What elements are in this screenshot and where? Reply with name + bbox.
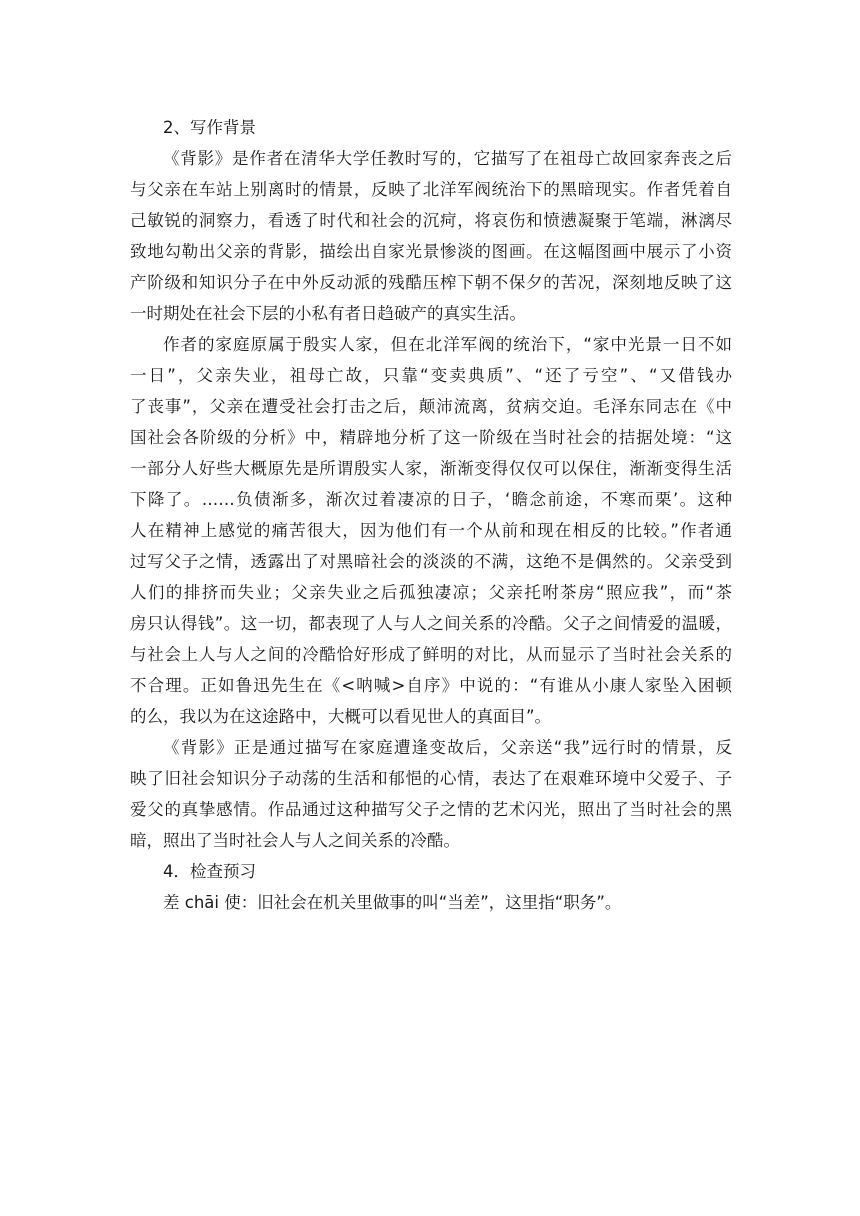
paragraph-line: 不合理。正如鲁迅先生在《<呐喊>自序》中说的：“有谁从小康人家坠入困顿	[130, 676, 732, 695]
paragraph-line: 映了旧社会知识分子动荡的生活和郁悒的心情，表达了在艰难环境中父爱子、子	[130, 769, 732, 788]
document-body	[130, 112, 732, 918]
paragraph-line: 《背影》正是通过描写在家庭遭逢变故后，父亲送“我”远行时的情景，反	[163, 738, 732, 757]
paragraph-line: 房只认得钱”。这一切，都表现了人与人之间关系的冷酷。父子之间情爱的温暖，	[130, 614, 732, 633]
paragraph-line: 致地勾勒出父亲的背影，描绘出自家光景惨淡的图画。在这幅图画中展示了小资	[130, 242, 732, 261]
paragraph-line: 作者的家庭原属于殷实人家，但在北洋军阀的统治下，“家中光景一日不如	[163, 335, 732, 354]
paragraph-background-3	[130, 732, 732, 856]
paragraph-line: 人们的排挤而失业；父亲失业之后孤独凄凉；父亲托咐茶房“照应我”，而“茶	[130, 583, 732, 602]
vocabulary-entry: 差 chāi 使：旧社会在机关里做事的叫“当差”，这里指“职务”。	[163, 893, 622, 912]
paragraph-line: 的么，我以为在这途路中，大概可以看见世人的真面目”。	[130, 707, 552, 726]
section-heading-preview-check: 4．检查预习	[163, 862, 256, 881]
paragraph-line: 暗，照出了当时社会人与人之间关系的冷酷。	[130, 831, 460, 850]
paragraph-line: 国社会各阶级的分析》中，精辟地分析了这一阶级在当时社会的拮据处境：“这	[130, 428, 732, 447]
paragraph-line: 人在精神上感觉的痛苦很大，因为他们有一个从前和现在相反的比较。”作者通	[130, 521, 732, 540]
paragraph-line: 下降了。……负债渐多，渐次过着凄凉的日子，‘瞻念前途，不寒而栗’。这种	[130, 490, 732, 509]
section-heading-writing-background: 2、写作背景	[163, 118, 256, 137]
paragraph-line: 一日”，父亲失业，祖母亡故，只靠“变卖典质”、“还了亏空”、“又借钱办	[130, 366, 732, 385]
paragraph-line: 了丧事”，父亲在遭受社会打击之后，颠沛流离，贫病交迫。毛泽东同志在《中	[130, 397, 732, 416]
paragraph-line: 与父亲在车站上别离时的情景，反映了北洋军阀统治下的黑暗现实。作者凭着自	[130, 180, 732, 199]
paragraph-line: 一部分人好些大概原先是所谓殷实人家，渐渐变得仅仅可以保住，渐渐变得生活	[130, 459, 732, 478]
paragraph-line: 《背影》是作者在清华大学任教时写的，它描写了在祖母亡故回家奔丧之后	[163, 149, 732, 168]
paragraph-background-2	[130, 329, 732, 732]
paragraph-line: 与社会上人与人之间的冷酷恰好形成了鲜明的对比，从而显示了当时社会关系的	[130, 645, 732, 664]
paragraph-line: 过写父子之情，透露出了对黑暗社会的淡淡的不满，这绝不是偶然的。父亲受到	[130, 552, 732, 571]
paragraph-line: 己敏锐的洞察力，看透了时代和社会的沉疴，将哀伤和愤懑凝聚于笔端，淋漓尽	[130, 211, 732, 230]
paragraph-background-1	[130, 143, 732, 329]
paragraph-line: 爱父的真挚感情。作品通过这种描写父子之情的艺术闪光，照出了当时社会的黑	[130, 800, 732, 819]
paragraph-line: 产阶级和知识分子在中外反动派的残酷压榨下朝不保夕的苦况，深刻地反映了这	[130, 273, 732, 292]
paragraph-line: 一时期处在社会下层的小私有者日趋破产的真实生活。	[130, 304, 526, 323]
